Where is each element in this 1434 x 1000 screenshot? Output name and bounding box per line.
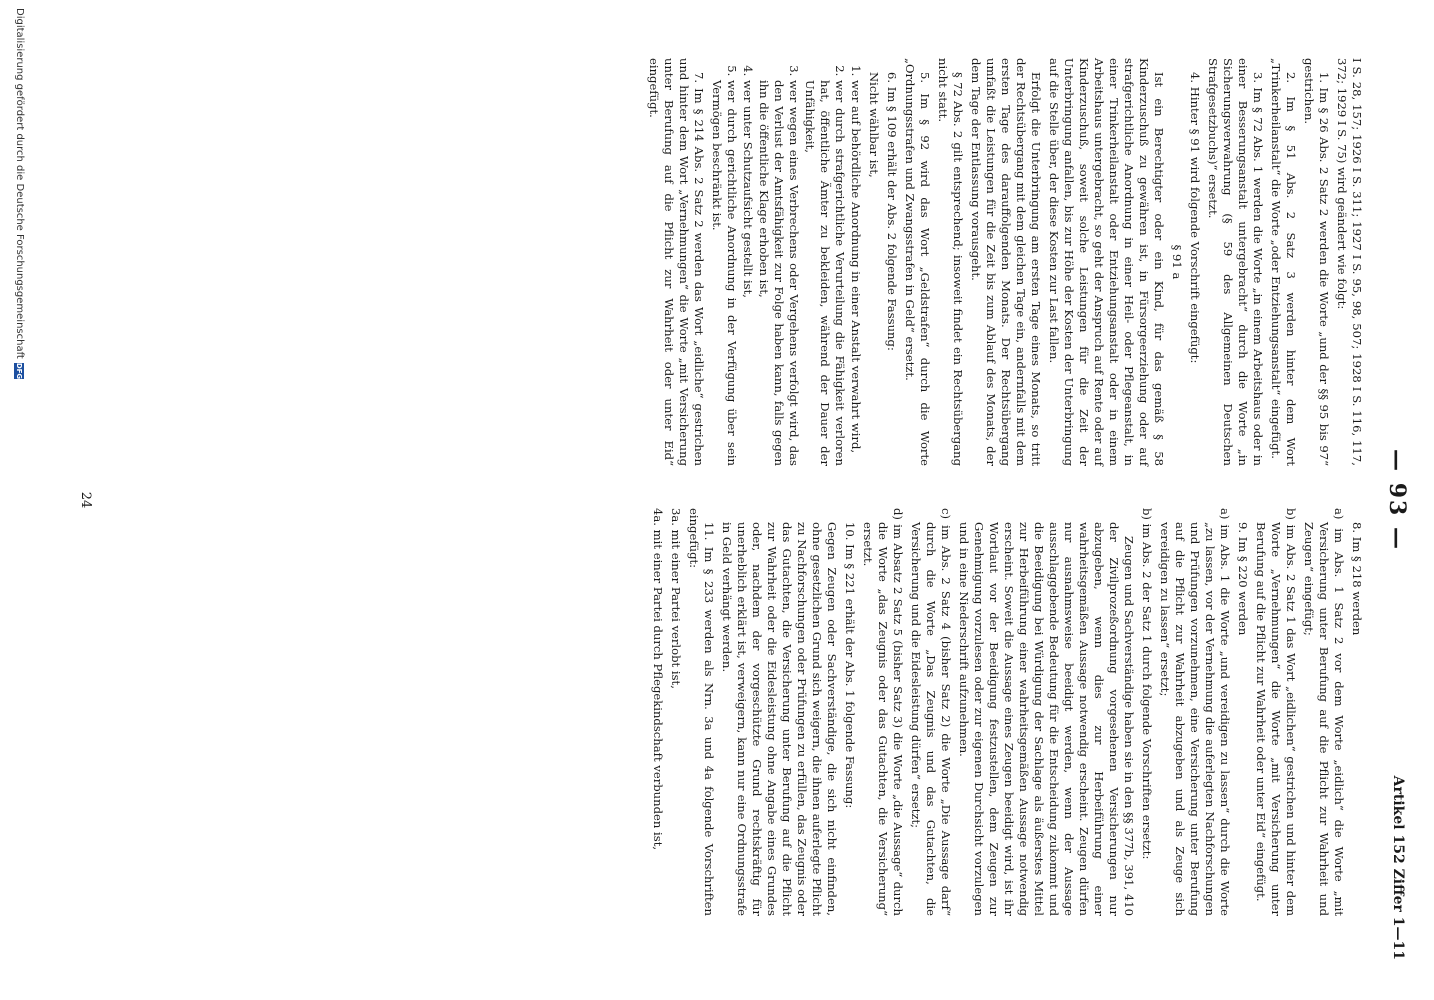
item-6-list [709,58,863,466]
item-11-4a: 4a. mit einer Partei durch Pflegekindschaft verbunden ist, [651,508,665,851]
section-heading-91a: § 91 a [1170,244,1184,280]
item-3: 3. Im § 72 Abs. 1 werden die Worte „in einem Arbeitshaus oder in einer Besserungsanstalt untergebracht“ durch die Worte „in Sicherungsverwahrung (§ 59 des Allgemeinen Deutschen Strafgesetzbuchs)“ ersetzt. [1206,58,1265,466]
list-item: 4. wer unter Schutzaufsicht gestellt ist, [740,80,755,466]
list-item: 1. wer auf behördliche Anordnung in einer Anstalt verwahrt wird, [848,80,863,466]
item-9c: c) im Abs. 2 Satz 4 (bisher Satz 2) die Worte „Die Aussage darf“ durch die Worte „Das Zeugnis und das Gutachten, die Versicherung und die Eidesleistung dürfen“ ersetzt; [909,508,953,916]
list-item: 2. wer durch strafgerichtliche Verurteilung die Fähigkeit verloren hat, öffentliche Ämter zu bekleiden, während der Dauer der Unfähigkeit, [802,80,847,466]
page-header [1380,40,1410,960]
item-8: 8. Im § 218 werden [1350,522,1364,636]
item-11-3a: 3a. mit einer Partei verlobt ist, [669,508,683,689]
item-4: 4. Hinter § 91 wird folgende Vorschrift eingefügt: [1188,72,1202,364]
section-91a-para-3: § 72 Abs. 2 gilt entsprechend; insoweit findet ein Rechtsübergang nicht statt. [936,58,965,466]
credit-text: Digitalisierung gefördert durch die Deutsche Forschungsgemeinschaft [14,8,25,359]
item-9d: d) im Absatz 2 Satz 5 (bisher Satz 3) die Worte „die Aussage“ durch die Worte „das Zeugnis oder das Gutachten, die Versicherung“ ersetzt. [861,508,905,916]
item-9a: a) im Abs. 1 die Worte „und vereidigen zu lassen“ durch die Worte „zu lassen, vor der Vernehmung die auferlegten Nachforschungen und Prüfungen vorzunehmen, eine Versicherung unter Berufung auf die Pflicht zur Wahrheit abzugeben und als Zeuge sich vereidigen zu lassen“ ersetzt; [1158,508,1232,916]
digitization-credit [14,8,25,379]
item-11: 11. Im § 233 werden als Nrn. 3a und 4a folgende Vorschriften eingefügt: [687,508,716,916]
item-8b: b) im Abs. 2 Satz 1 das Wort „eidlichen“ gestrichen und hinter dem Worte „Vernehmungen“ die Worte „mit Versicherung unter Berufung auf die Pflicht zur Wahrheit oder unter Eid“ eingefügt. [1254,508,1298,916]
list-item: 5. wer durch gerichtliche Anordnung in der Verfügung über sein Vermögen beschränkt ist. [709,80,739,466]
item-6: 6. Im § 109 erhält der Abs. 2 folgende Fassung: [885,72,899,351]
item-2: 2. Im § 51 Abs. 2 Satz 3 werden hinter dem Wort „Trinkerheilanstalt“ die Worte „oder Entziehungsanstalt“ eingefügt. [1269,58,1298,466]
right-column [647,508,1364,916]
item-5: 5. Im § 92 wird das Wort „Geldstrafen“ durch die Worte „Ordnungsstrafen und Zwangsstrafen in Geld“ ersetzt. [903,58,932,466]
signature-mark: 24 [78,491,93,509]
item-10-quote: Gegen Zeugen oder Sachverständige, die sich nicht einfinden, ohne gesetzlichen Grund sich weigern, die ihnen auferlegte Pflicht zu Nachforschungen oder Prüfungen zu erfüllen, das Zeugnis oder das Gutachten, die Versicherung unter Berufung auf die Pflicht zur Wahrheit oder die Eidesleistung ohne Angabe eines Grundes oder, nachdem der vorgeschützte Grund rechtskräftig für unerheblich erklärt ist, verweigern, kann nur eine Ordnungsstrafe in Geld verhängt werden. [720,522,839,916]
item-7: 7. Im § 214 Abs. 2 Satz 2 werden das Wort „eidliche“ gestrichen und hinter dem Wort „Vernehmungen“ die Worte „mit Versicherung unter Berufung auf die Pflicht zur Wahrheit oder unter Eid“ eingefügt. [647,58,706,466]
section-91a-para-1: Ist ein Berechtigter oder ein Kind, für das gemäß § 58 Kinderzuschuß zu gewähren ist, in Fürsorgeerziehung oder auf strafgerichtliche Anordnung in einer Heil- oder Pflegeanstalt, in einer Trinkerheilanstalt oder Entziehungsanstalt oder in einem Arbeitshaus untergebracht, so geht der Anspruch auf Rente oder auf Kinderzuschuß, soweit solche Leistungen für die Zeit der Unterbringung anfallen, bis zur Höhe der Kosten der Unterbringung auf die Stelle über, der diese Kosten zur Last fallen. [1047,58,1166,466]
list-item: 3. wer wegen eines Verbrechens oder Vergehens verfolgt wird, das den Verlust der Amtsfähigkeit zur Folge haben kann, falls gegen ihn die öffentliche Klage erhoben ist, [756,80,801,466]
item-10: 10. Im § 221 erhält der Abs. 1 folgende Fassung: [843,522,857,809]
item-1: 1. Im § 26 Abs. 2 Satz 2 werden die Worte „und der §§ 95 bis 97“ gestrichen. [1302,58,1331,466]
page-number: — 93 — [1384,449,1410,551]
dfg-logo-icon: DFG [15,362,24,380]
item-8a: a) im Abs. 1 Satz 2 vor dem Worte „eidlich“ die Worte „mit Versicherung unter Berufung auf die Pflicht zur Wahrheit und Zeugen“ eingefügt; [1302,508,1346,916]
item-9b: b) im Abs. 2 der Satz 1 durch folgende Vorschriften ersetzt: [1140,508,1154,860]
item-9: 9. Im § 220 werden [1236,522,1250,636]
item-9b-quote: Zeugen und Sachverständige haben sie in den §§ 377b, 391, 410 der Zivilprozeßordnung vorgesehenen Versicherungen nur abzugeben, wenn dies zur Herbeiführung einer wahrheitsgemäßen Aussage notwendig erscheint. Zeugen dürfen nur ausnahmsweise beeidigt werden, wenn der Aussage ausschlaggebende Bedeutung für die Entscheidung zukommt und die Beeidigung bei Würdigung der Sachlage als äußerstes Mittel zur Herbeiführung einer wahrheitsgemäßen Aussage notwendig erscheint. Soweit die Aussage eines Zeugen beeidigt wird, ist ihr Wortlaut vor der Beeidigung festzustellen, dem Zeugen zur Genehmigung vorzulesen oder zur eigenen Durchsicht vorzulegen und in eine Niederschrift aufzunehmen. [957,522,1136,916]
item-6-lead: Nicht wählbar ist, [867,72,881,178]
section-91a-para-2: Erfolgt die Unterbringung am ersten Tage eines Monats, so tritt der Rechtsübergang mit dem gleichen Tage ein, andernfalls mit dem ersten Tage des darauffolgenden Monats. Der Rechtsübergang umfaßt die Leistungen für die Zeit bis zum Ablauf des Monats, der dem Tage der Entlassung vorausgeht. [969,58,1043,466]
left-column [643,58,1364,466]
intro-paragraph: I S. 28, 157; 1926 I S. 311; 1927 I S. 95, 98, 507; 1928 I S. 116, 117, 372; 1929 I S. 75) wird geändert wie folgt: [1335,58,1364,466]
running-head: Artikel 152 Ziffer 1—11 [1390,775,1406,960]
